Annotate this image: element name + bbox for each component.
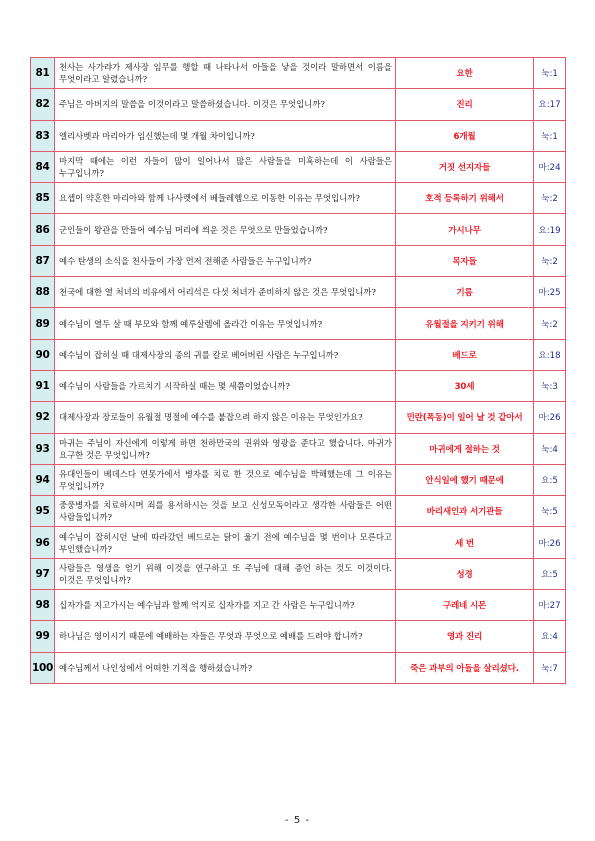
- question-text: 예수님이 열두 살 때 부모와 함께 예루살렘에 올라간 이유는 무엇입니까?: [55, 308, 396, 339]
- answer-text: 구레네 시몬: [396, 590, 534, 621]
- scripture-reference: 눅:4: [534, 433, 566, 464]
- question-row: [31, 308, 566, 339]
- scripture-reference: 마:25: [534, 277, 566, 308]
- question-number: 87: [31, 245, 55, 276]
- scripture-reference: 마:27: [534, 590, 566, 621]
- question-number: 98: [31, 590, 55, 621]
- answer-text: 마귀에게 절하는 것: [396, 433, 534, 464]
- scripture-reference: 눅:2: [534, 183, 566, 214]
- question-row: [31, 339, 566, 370]
- answer-text: 성경: [396, 558, 534, 589]
- answer-text: 영과 진리: [396, 621, 534, 652]
- scripture-reference: 요:18: [534, 339, 566, 370]
- question-text: 엘리사벳과 마리아가 임신했는데 몇 개월 차이입니까?: [55, 120, 396, 151]
- question-text: 군인들이 왕관을 만들어 예수님 머리에 씌운 것은 무엇으로 만들었습니까?: [55, 214, 396, 245]
- answer-text: 베드로: [396, 339, 534, 370]
- question-text: 하나님은 영이시기 때문에 예배하는 자들은 무엇과 무엇으로 예배를 드려야 합니까?: [55, 621, 396, 652]
- answer-text: 바리새인과 서기관들: [396, 496, 534, 527]
- question-number: 97: [31, 558, 55, 589]
- question-text: 중풍병자를 치료하시며 죄를 용서하시는 것을 보고 신성모독이라고 생각한 사람들은 어떤 사람들입니까?: [55, 496, 396, 527]
- question-row: [31, 120, 566, 151]
- scripture-reference: 마:24: [534, 151, 566, 182]
- scripture-reference: 눅:5: [534, 496, 566, 527]
- question-number: 99: [31, 621, 55, 652]
- answer-text: 유월절을 지키기 위해: [396, 308, 534, 339]
- scripture-reference: 요:19: [534, 214, 566, 245]
- answer-text: 안식일에 했기 때문에: [396, 464, 534, 495]
- answer-text: 민란(폭동)이 일어 날 것 같아서: [396, 402, 534, 433]
- question-number: 93: [31, 433, 55, 464]
- question-text: 예수 탄생의 소식을 천사들이 가장 먼저 전해준 사람들은 누구입니까?: [55, 245, 396, 276]
- question-number: 96: [31, 527, 55, 558]
- question-row: [31, 652, 566, 683]
- scripture-reference: 눅:7: [534, 652, 566, 683]
- question-number: 82: [31, 89, 55, 120]
- scripture-reference: 눅:3: [534, 370, 566, 401]
- question-number: 85: [31, 183, 55, 214]
- scripture-reference: 눅:1: [534, 58, 566, 89]
- answer-text: 요한: [396, 58, 534, 89]
- question-number: 91: [31, 370, 55, 401]
- quiz-table: [30, 57, 566, 684]
- question-text: 예수님이 사람들을 가르치기 시작하실 때는 몇 세쯤이었습니까?: [55, 370, 396, 401]
- question-row: [31, 151, 566, 182]
- question-number: 86: [31, 214, 55, 245]
- question-row: [31, 464, 566, 495]
- question-text: 예수님이 잡히시던 날에 따라갔던 베드로는 닭이 울기 전에 예수님을 몇 번이나 모른다고 부인했습니까?: [55, 527, 396, 558]
- question-row: [31, 621, 566, 652]
- question-number: 88: [31, 277, 55, 308]
- question-row: [31, 245, 566, 276]
- scripture-reference: 눅:1: [534, 120, 566, 151]
- question-text: 요셉이 약혼한 마리아와 함께 나사렛에서 베들레헴으로 이동한 이유는 무엇입니까?: [55, 183, 396, 214]
- question-text: 마지막 때에는 이런 자들이 많이 일어나서 많은 사람들을 미혹하는데 이 사람들은 누구입니까?: [55, 151, 396, 182]
- answer-text: 거짓 선지자들: [396, 151, 534, 182]
- question-row: [31, 590, 566, 621]
- question-number: 84: [31, 151, 55, 182]
- scripture-reference: 요:5: [534, 464, 566, 495]
- question-number: 92: [31, 402, 55, 433]
- question-row: [31, 277, 566, 308]
- question-number: 83: [31, 120, 55, 151]
- question-text: 유대인들이 베데스다 연못가에서 병자를 치료 한 것으로 예수님을 박해했는데 그 이유는 무엇입니까?: [55, 464, 396, 495]
- question-text: 대제사장과 장로들이 유월절 명절에 예수를 붙잡으려 하지 않은 이유는 무엇인가요?: [55, 402, 396, 433]
- answer-text: 목자들: [396, 245, 534, 276]
- question-row: [31, 183, 566, 214]
- question-text: 예수님이 잡히실 때 대제사장의 종의 귀를 칼로 베어버린 사람은 누구입니까?: [55, 339, 396, 370]
- scripture-reference: 요:5: [534, 558, 566, 589]
- question-number: 89: [31, 308, 55, 339]
- scripture-reference: 마:26: [534, 527, 566, 558]
- question-text: 주님은 아버지의 말씀을 이것이라고 말씀하셨습니다. 이것은 무엇입니까?: [55, 89, 396, 120]
- question-row: [31, 527, 566, 558]
- answer-text: 가시나무: [396, 214, 534, 245]
- scripture-reference: 눅:2: [534, 245, 566, 276]
- answer-text: 죽은 과부의 아들을 살리셨다.: [396, 652, 534, 683]
- answer-text: 30세: [396, 370, 534, 401]
- question-text: 십자가를 지고가시는 예수님과 함께 억지로 십자가를 지고 간 사람은 누구입니까?: [55, 590, 396, 621]
- scripture-reference: 눅:2: [534, 308, 566, 339]
- question-text: 천사는 사가랴가 제사장 임무를 행할 때 나타나서 아들을 낳을 것이라 말하면서 이름을 무엇이라고 알렸습니까?: [55, 58, 396, 89]
- question-number: 81: [31, 58, 55, 89]
- question-row: [31, 370, 566, 401]
- question-text: 예수님께서 나인성에서 어떠한 기적을 행하셨습니까?: [55, 652, 396, 683]
- question-row: [31, 496, 566, 527]
- question-row: [31, 433, 566, 464]
- question-number: 94: [31, 464, 55, 495]
- question-text: 사람들은 영생을 얻기 위해 이것을 연구하고 또 주님에 대해 증언 하는 것도 이것이다. 이것은 무엇입니까?: [55, 558, 396, 589]
- question-row: [31, 89, 566, 120]
- page-number: - 5 -: [285, 815, 310, 826]
- answer-text: 호적 등록하기 위해서: [396, 183, 534, 214]
- question-row: [31, 558, 566, 589]
- question-row: [31, 402, 566, 433]
- quiz-table-body: [31, 58, 566, 684]
- question-text: 마귀는 주님이 자신에게 이렇게 하면 천하만국의 권위와 영광을 준다고 했습니다. 마귀가 요구한 것은 무엇입니까?: [55, 433, 396, 464]
- question-number: 100: [31, 652, 55, 683]
- answer-text: 기름: [396, 277, 534, 308]
- scripture-reference: 요:17: [534, 89, 566, 120]
- question-number: 95: [31, 496, 55, 527]
- answer-text: 진리: [396, 89, 534, 120]
- scripture-reference: 마:26: [534, 402, 566, 433]
- question-row: [31, 58, 566, 89]
- question-row: [31, 214, 566, 245]
- question-text: 천국에 대한 열 처녀의 비유에서 어리석은 다섯 처녀가 준비하지 않은 것은 무엇입니까?: [55, 277, 396, 308]
- answer-text: 6개월: [396, 120, 534, 151]
- answer-text: 세 번: [396, 527, 534, 558]
- question-number: 90: [31, 339, 55, 370]
- scripture-reference: 요:4: [534, 621, 566, 652]
